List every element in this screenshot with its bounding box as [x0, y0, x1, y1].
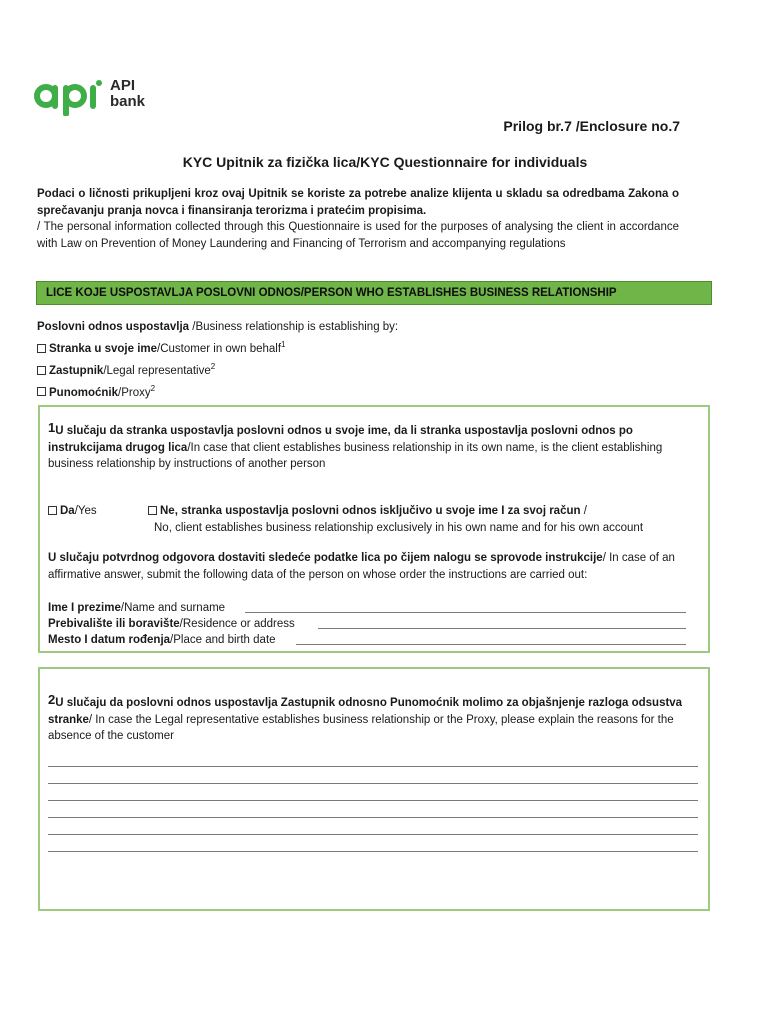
logo-brand-text — [110, 78, 145, 110]
relationship-heading — [37, 318, 687, 336]
checkbox[interactable] — [37, 366, 46, 375]
intro-english: / The personal information collected through this Questionnaire is used for the purposes of analysing the client in accordance with Law on Prevention of Money Laundering and Financing of Terrorism and accompanying regulations — [37, 221, 679, 250]
checkbox[interactable] — [37, 344, 46, 353]
reason-line-1[interactable] — [48, 766, 698, 767]
option-label-rest: /Customer in own behalf — [157, 342, 282, 355]
note1-question — [48, 420, 700, 473]
field-label-rest: /Name and surname — [120, 602, 226, 614]
logo-brand-api: API — [110, 77, 136, 94]
note2-text-rest: / In case the Legal representative establishes business relationship or the Proxy, please explain the reasons for the absence of the customer — [48, 713, 674, 742]
relationship-section — [37, 318, 687, 401]
option-legal-representative[interactable] — [37, 358, 687, 380]
intro-serbian: Podaci o ličnosti prikupljeni kroz ovaj Upitnik se koriste za potrebe analize klijenta u skladu sa odredbama Zakona o sprečavanju pranja novca i finansiranja terorizma i pratećim propisima. — [37, 188, 679, 217]
option-no-slash: / — [580, 505, 587, 517]
field-birth[interactable] — [48, 632, 700, 648]
note2-text — [48, 692, 700, 745]
relationship-heading-rest: /Business relationship is establishing by: — [189, 321, 399, 333]
footnote-ref: 2 — [210, 361, 216, 371]
option-customer[interactable] — [37, 336, 687, 358]
field-line[interactable] — [245, 612, 686, 613]
reason-line-3[interactable] — [48, 800, 698, 801]
relationship-heading-bold: Poslovni odnos uspostavlja — [37, 321, 190, 333]
footnote-ref: 2 — [150, 383, 156, 393]
field-residence[interactable] — [48, 616, 700, 632]
affirm-bold: U slučaju potvrdnog odgovora dostaviti sledeće podatke lica po čijem nalogu se sprovode instrukcije — [48, 552, 603, 564]
option-yes-bold: Da — [60, 505, 75, 517]
section-banner: LICE KOJE USPOSTAVLJA POSLOVNI ODNOS/PERSON WHO ESTABLISHES BUSINESS RELATIONSHIP — [36, 281, 712, 305]
note-box-1 — [38, 405, 710, 653]
footnote-ref: 1 — [281, 340, 286, 349]
option-yes-rest: /Yes — [74, 505, 97, 517]
field-line[interactable] — [318, 628, 686, 629]
note2-text-bold: U slučaju da poslovni odnos uspostavlja Zastupnik odnosno Punomoćnik molimo za objašnjenje razloga odsustva stranke — [48, 697, 683, 726]
option-yes[interactable] — [48, 503, 148, 520]
note1-number: 1 — [48, 420, 56, 435]
field-label-bold: Ime I prezime — [48, 602, 121, 614]
field-label-rest: /Place and birth date — [170, 634, 276, 646]
field-line[interactable] — [296, 644, 686, 645]
note1-question-rest: /In case that client establishes business relationship in its own name, is the client establishing business relationship by instructions of another person — [48, 441, 663, 470]
page-title: KYC Upitnik za fizička lica/KYC Questionnaire for individuals — [182, 154, 588, 170]
field-label-rest: /Residence or address — [179, 618, 295, 630]
option-label-bold: Stranka u svoje ime — [49, 342, 158, 355]
intro-paragraph — [37, 186, 679, 252]
checkbox[interactable] — [48, 506, 57, 515]
reason-line-6[interactable] — [48, 851, 698, 852]
note1-question-bold: U slučaju da stranka uspostavlja poslovni odnos u svoje ime, da li stranka uspostavlja poslovni odnos po instrukcijama drugog lica — [48, 425, 633, 454]
option-label-rest: /Legal representative — [103, 364, 211, 377]
enclosure-label: Prilog br.7 /Enclosure no.7 — [503, 118, 680, 134]
field-name[interactable] — [48, 600, 700, 616]
reason-line-4[interactable] — [48, 817, 698, 818]
option-label-bold: Punomoćnik — [49, 386, 119, 399]
field-label-bold: Prebivalište ili boravište — [48, 618, 180, 630]
person-fields — [48, 600, 700, 648]
option-no[interactable] — [148, 503, 700, 536]
logo-brand-bank: bank — [110, 93, 146, 110]
checkbox[interactable] — [148, 506, 157, 515]
option-label-bold: Zastupnik — [49, 364, 104, 377]
note2-number: 2 — [48, 692, 56, 707]
note1-affirmative — [48, 550, 700, 583]
option-no-english: No, client establishes business relationship exclusively in his own name and for his own account — [154, 521, 644, 534]
option-proxy[interactable] — [37, 380, 687, 402]
option-label-rest: /Proxy — [118, 386, 151, 399]
reason-line-2[interactable] — [48, 783, 698, 784]
note-box-2 — [38, 667, 710, 911]
reason-line-5[interactable] — [48, 834, 698, 835]
option-no-bold: Ne, stranka uspostavlja poslovni odnos isključivo u svoje ime I za svoj račun — [160, 505, 581, 517]
field-label-bold: Mesto I datum rođenja — [48, 634, 171, 646]
checkbox[interactable] — [37, 387, 46, 396]
affirm-rest: / In case of an affirmative answer, submit the following data of the person on whose order the instructions are carried out: — [48, 552, 675, 581]
